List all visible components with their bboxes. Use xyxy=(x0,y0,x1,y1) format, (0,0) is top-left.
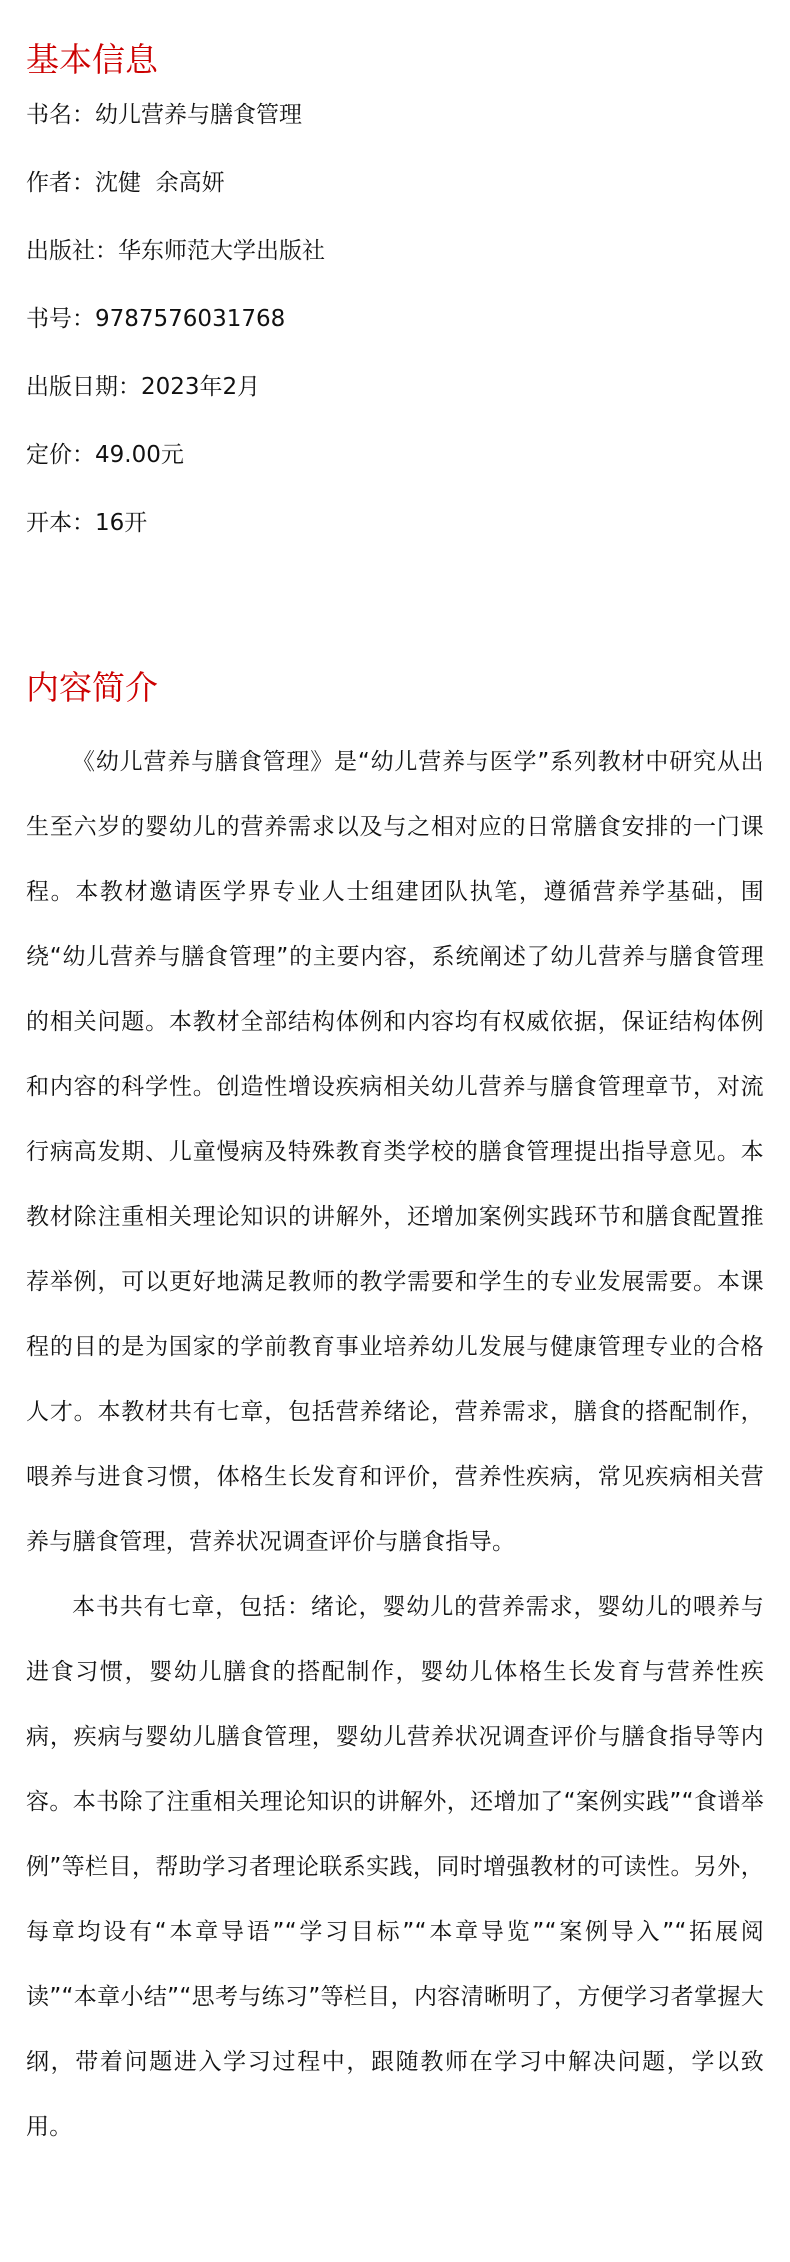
info-value: 幼儿营养与膳食管理 xyxy=(95,102,302,128)
info-row-isbn xyxy=(26,302,764,370)
basic-info-list xyxy=(26,98,764,574)
info-label: 书名： xyxy=(26,102,95,128)
info-label: 开本： xyxy=(26,510,95,536)
info-value: 9787576031768 xyxy=(95,306,286,332)
basic-info-heading: 基本信息 xyxy=(26,40,158,79)
info-label: 出版日期： xyxy=(26,374,141,400)
basic-info-section xyxy=(26,0,764,574)
info-row-format xyxy=(26,506,764,574)
intro-paragraph-1: 《幼儿营养与膳食管理》是“幼儿营养与医学”系列教材中研究从出生至六岁的婴幼儿的营养需求以及与之相对应的日常膳食安排的一门课程。本教材邀请医学界专业人士组建团队执笔，遵循营养学基础，围绕“幼儿营养与膳食管理”的主要内容，系统阐述了幼儿营养与膳食管理的相关问题。本教材全部结构体例和内容均有权威依据，保证结构体例和内容的科学性。创造性增设疾病相关幼儿营养与膳食管理章节，对流行病高发期、儿童慢病及特殊教育类学校的膳食管理提出指导意见。本教材除注重相关理论知识的讲解外，还增加案例实践环节和膳食配置推荐举例，可以更好地满足教师的教学需要和学生的专业发展需要。本课程的目的是为国家的学前教育事业培养幼儿发展与健康管理专业的合格人才。本教材共有七章，包括营养绪论，营养需求，膳食的搭配制作，喂养与进食习惯，体格生长发育和评价，营养性疾病，常见疾病相关营养与膳食管理，营养状况调查评价与膳食指导。 xyxy=(26,749,764,1555)
info-row-publisher xyxy=(26,234,764,302)
info-row-price xyxy=(26,438,764,506)
info-value: 华东师范大学出版社 xyxy=(118,238,325,264)
info-label: 作者： xyxy=(26,170,95,196)
intro-section xyxy=(26,668,764,2160)
info-label: 出版社： xyxy=(26,238,118,264)
info-label: 定价： xyxy=(26,442,95,468)
info-value: 16开 xyxy=(95,510,148,536)
info-label: 书号： xyxy=(26,306,95,332)
intro-heading: 内容简介 xyxy=(26,668,158,707)
info-row-publish-date xyxy=(26,370,764,438)
intro-paragraph-2: 本书共有七章，包括：绪论，婴幼儿的营养需求，婴幼儿的喂养与进食习惯，婴幼儿膳食的搭配制作，婴幼儿体格生长发育与营养性疾病，疾病与婴幼儿膳食管理，婴幼儿营养状况调查评价与膳食指导等内容。本书除了注重相关理论知识的讲解外，还增加了“案例实践”“食谱举例”等栏目，帮助学习者理论联系实践，同时增强教材的可读性。另外，每章均设有“本章导语”“学习目标”“本章导览”“案例导入”“拓展阅读”“本章小结”“思考与练习”等栏目，内容清晰明了，方便学习者掌握大纲，带着问题进入学习过程中，跟随教师在学习中解决问题，学以致用。 xyxy=(26,1594,764,2140)
info-value: 沈健 余高妍 xyxy=(95,170,225,196)
info-value: 2023年2月 xyxy=(141,374,261,400)
info-value: 49.00元 xyxy=(95,442,184,468)
info-row-author xyxy=(26,166,764,234)
info-row-title xyxy=(26,98,764,166)
